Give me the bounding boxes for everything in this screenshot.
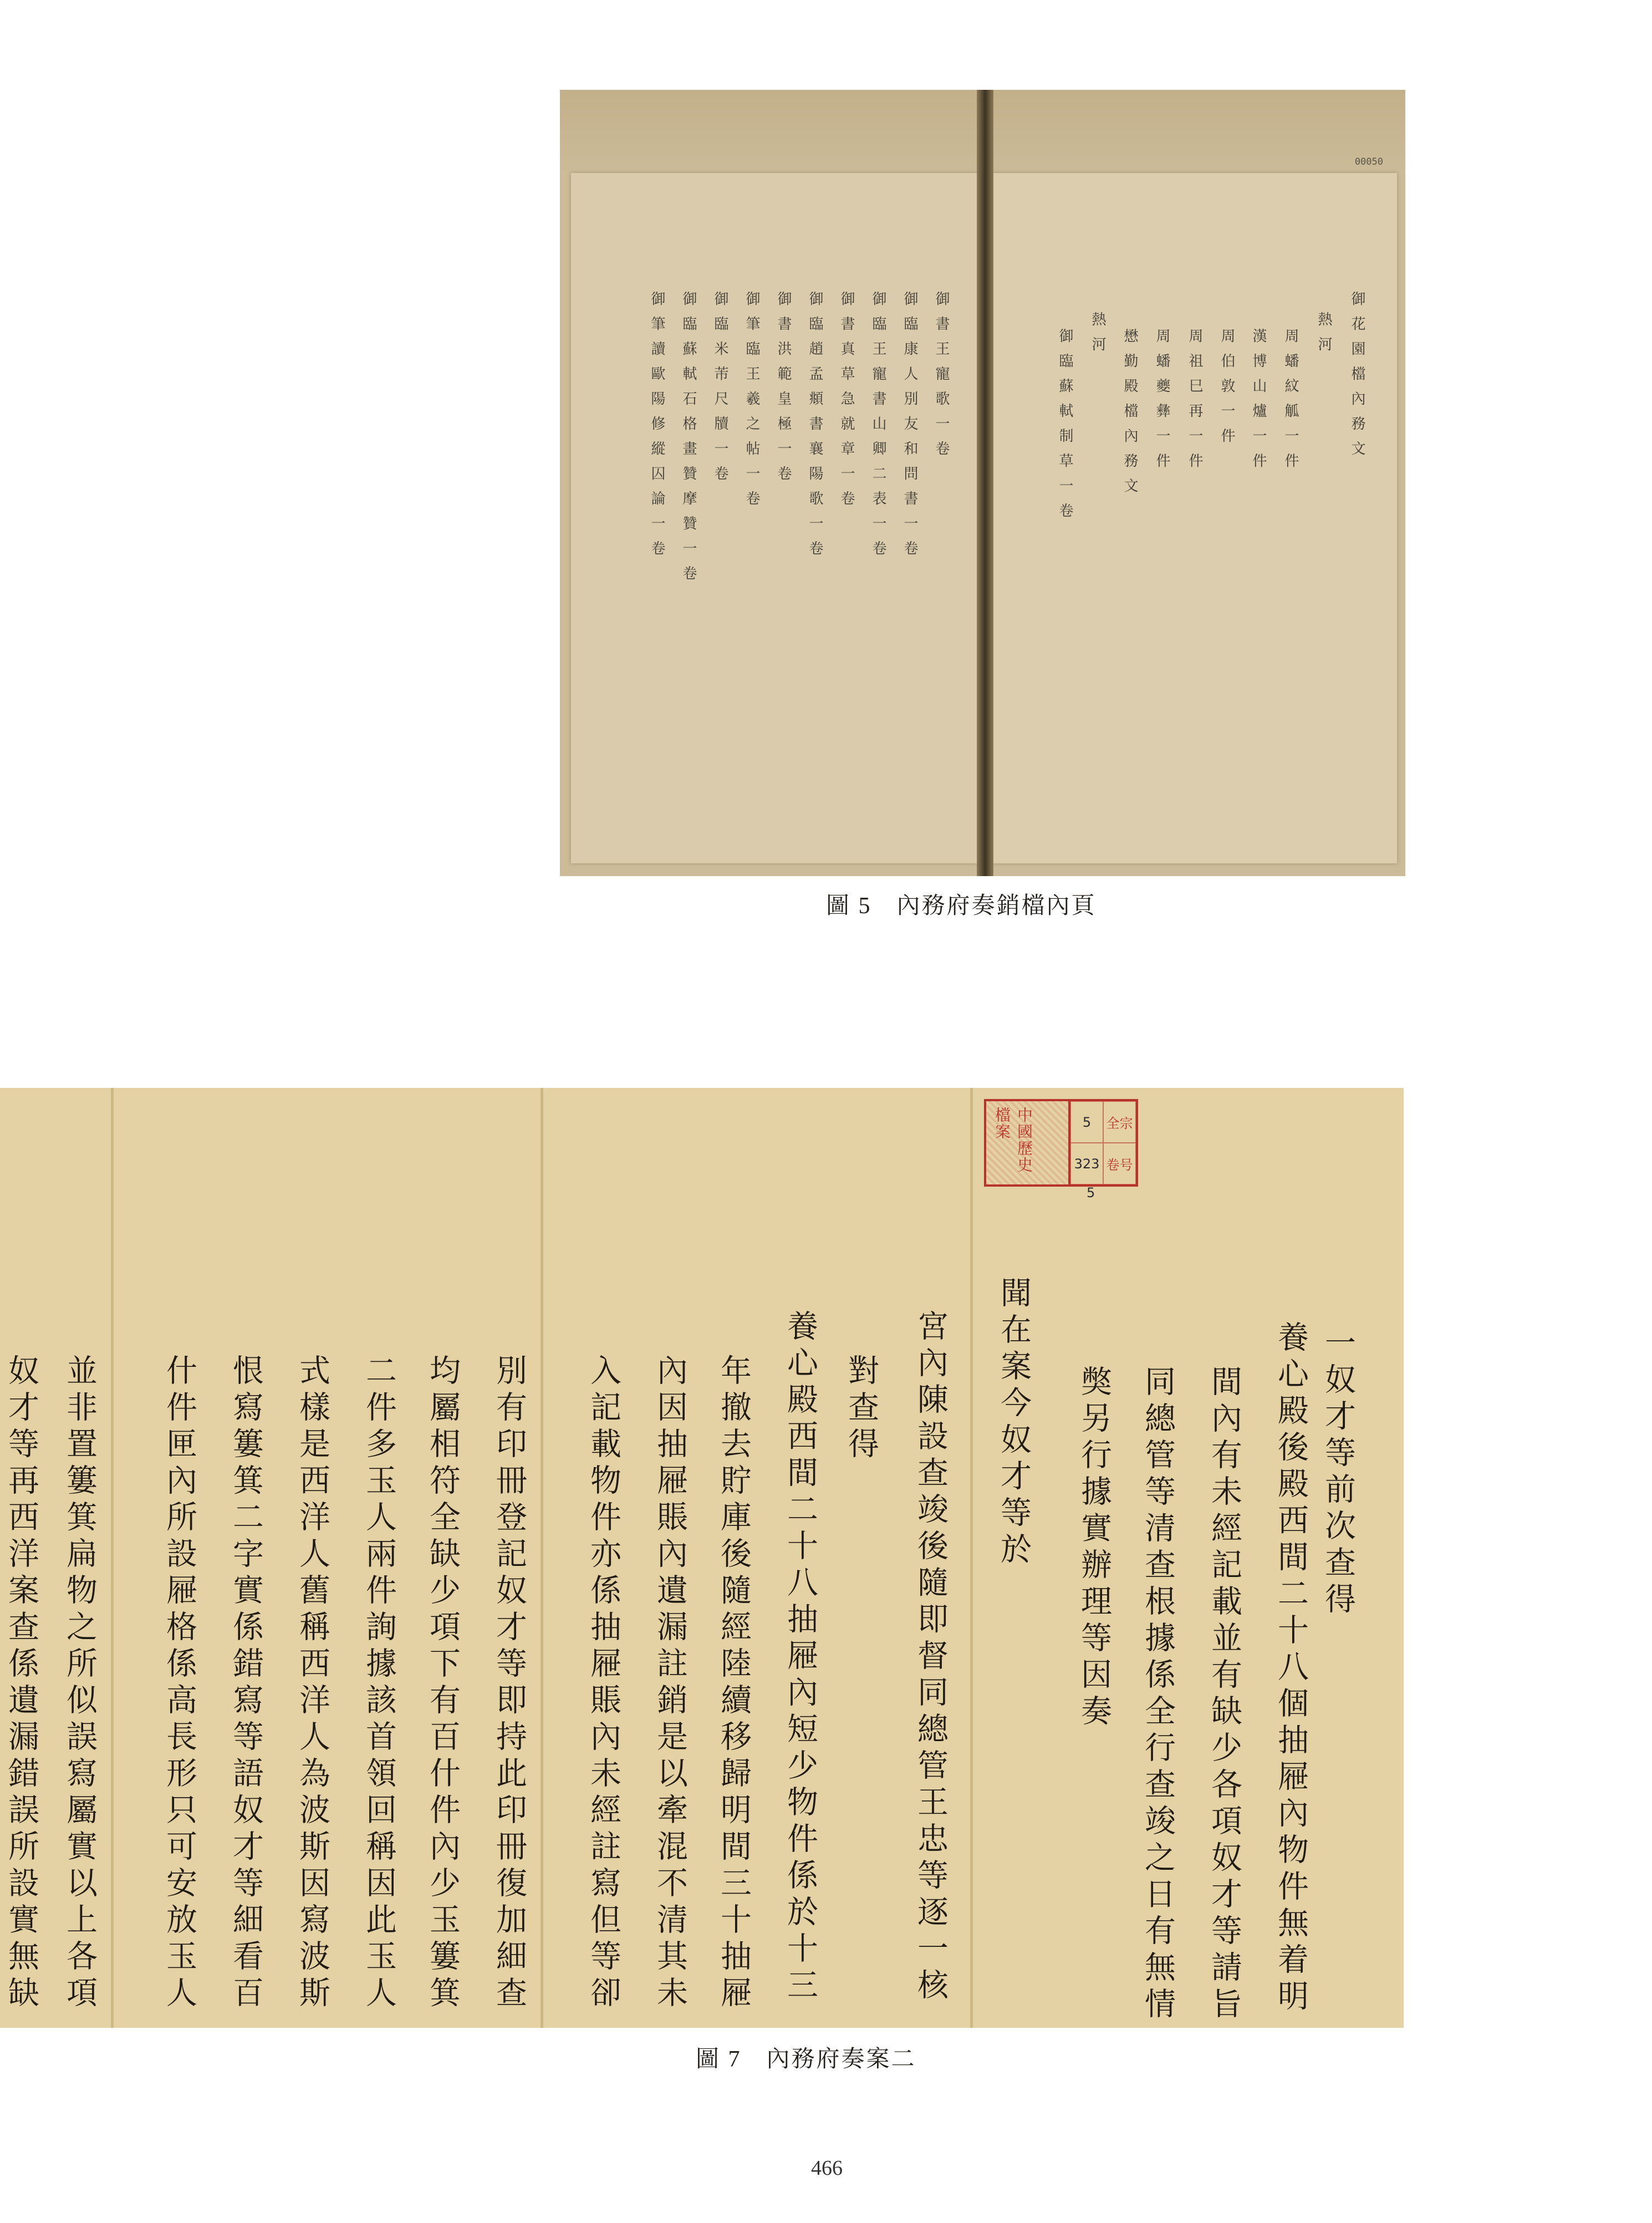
document-column: 式樣是西洋人舊稱西洋人為波斯因寫波斯 <box>294 1354 330 2013</box>
document-column: 入記載物件亦係抽屜賬內未經註寫但等卻 <box>585 1354 621 2013</box>
right-page-column: 懋勤殿檔內務文 <box>1121 328 1138 503</box>
document-column: 同總管等清查根據係全行查竣之日有無情 <box>1140 1365 1176 2024</box>
left-page-column: 御書洪範皇極一卷 <box>775 291 792 491</box>
seal-stamp <box>986 1101 1070 1184</box>
document-column: 養心殿後殿西間二十八個抽屜內物件無着明 <box>1273 1321 1309 2016</box>
right-page-column: 周祖巳再一件 <box>1186 328 1203 478</box>
document-column: 什件匣內所設屜格係高長形只可安放玉人 <box>161 1354 197 2013</box>
right-page-column: 周伯敦一件 <box>1218 328 1235 453</box>
document-column: 一奴才等前次查得 <box>1320 1326 1356 1619</box>
document-column: 間內有未經記載並有缺少各項奴才等請旨 <box>1206 1365 1242 2024</box>
document-column: 宮內陳設查竣後隨即督同總管王忠等逐一核 <box>912 1310 949 2005</box>
left-page-column: 御臨趙孟頫書襄陽歌一卷 <box>807 291 823 566</box>
document-column: 對查得 <box>843 1354 879 1464</box>
page-number: 466 <box>811 2156 843 2180</box>
right-page-column: 熱河 <box>1316 312 1332 362</box>
book-right-leaf <box>987 173 1397 863</box>
seal-grid <box>1070 1101 1136 1184</box>
right-page-column: 漢博山爐一件 <box>1250 328 1267 478</box>
book-left-leaf <box>571 173 984 863</box>
document-column: 並非置簍箕扁物之所似誤寫屬實以上各項 <box>62 1354 98 2013</box>
seal-cell: 5 <box>1070 1101 1103 1143</box>
document-column: 年撤去貯庫後隨經陸續移歸明間三十抽屜 <box>716 1354 752 2013</box>
paper-seam <box>970 1088 973 2028</box>
seal-cell: 卷号 <box>1103 1143 1136 1184</box>
document-column: 內因抽屜賬內遺漏註銷是以牽混不清其未 <box>652 1354 688 2013</box>
figure-5-photo <box>560 90 1405 876</box>
document-column: 奴才等再西洋案查係遺漏錯誤所設實無缺 <box>3 1354 39 2013</box>
document-column: 恨寫簍箕二字實係錯寫等語奴才等細看百 <box>228 1354 264 2013</box>
book-gutter <box>977 90 993 876</box>
right-page-column: 周蟠紋觚一件 <box>1282 328 1299 478</box>
document-column: 養心殿西間二十八抽屜內短少物件係於十三 <box>782 1310 818 2005</box>
right-page-column: 熱河 <box>1089 312 1106 362</box>
left-page-column: 御筆讀歐陽修縱囚論一卷 <box>649 291 665 566</box>
document-column: 獘另行據實辦理等因奏 <box>1076 1365 1112 1731</box>
left-page-column: 御臨康人別友和問書一卷 <box>901 291 918 566</box>
document-column: 聞在案今奴才等於 <box>996 1276 1032 1569</box>
left-page-column: 御書真草急就章一卷 <box>838 291 855 516</box>
left-page-column: 御書王寵歌一卷 <box>933 291 950 466</box>
archive-serial: 00050 <box>1354 156 1383 167</box>
figure-5-caption: 圖 5 內務府奏銷檔內頁 <box>826 893 1097 919</box>
document-column: 二件多玉人兩件詢據該首領回稱因此玉人 <box>361 1354 397 2013</box>
left-page-column: 御臨蘇軾石格畫贊摩贊一卷 <box>680 291 697 591</box>
seal-stamp-text: 中國歷史檔案 <box>993 1107 1033 1173</box>
document-column: 均屬相符全缺少項下有百什件內少玉簍箕 <box>425 1354 461 2013</box>
seal-cell: 323 <box>1070 1143 1103 1184</box>
figure-7-photo <box>0 1088 1404 2028</box>
paper-seam <box>541 1088 543 2028</box>
left-page-column: 御筆臨王羲之帖一卷 <box>743 291 760 516</box>
archive-seal <box>984 1099 1138 1187</box>
paper-seam <box>111 1088 114 2028</box>
document-column: 別有印冊登記奴才等即持此印冊復加細查 <box>491 1354 527 2013</box>
left-page-column: 御臨王寵書山卿二表一卷 <box>870 291 886 566</box>
seal-cell: 全宗 <box>1103 1101 1136 1143</box>
right-page-column: 周蟠夔彝一件 <box>1154 328 1170 478</box>
right-page-column: 御花園檔內務文 <box>1349 291 1365 466</box>
figure-7-caption: 圖 7 內務府奏案二 <box>696 2047 916 2072</box>
seal-handwritten-note: 5 <box>1087 1185 1095 1200</box>
right-page-column: 御臨蘇軾制草一卷 <box>1057 328 1073 528</box>
left-page-column: 御臨米芾尺牘一卷 <box>712 291 728 491</box>
